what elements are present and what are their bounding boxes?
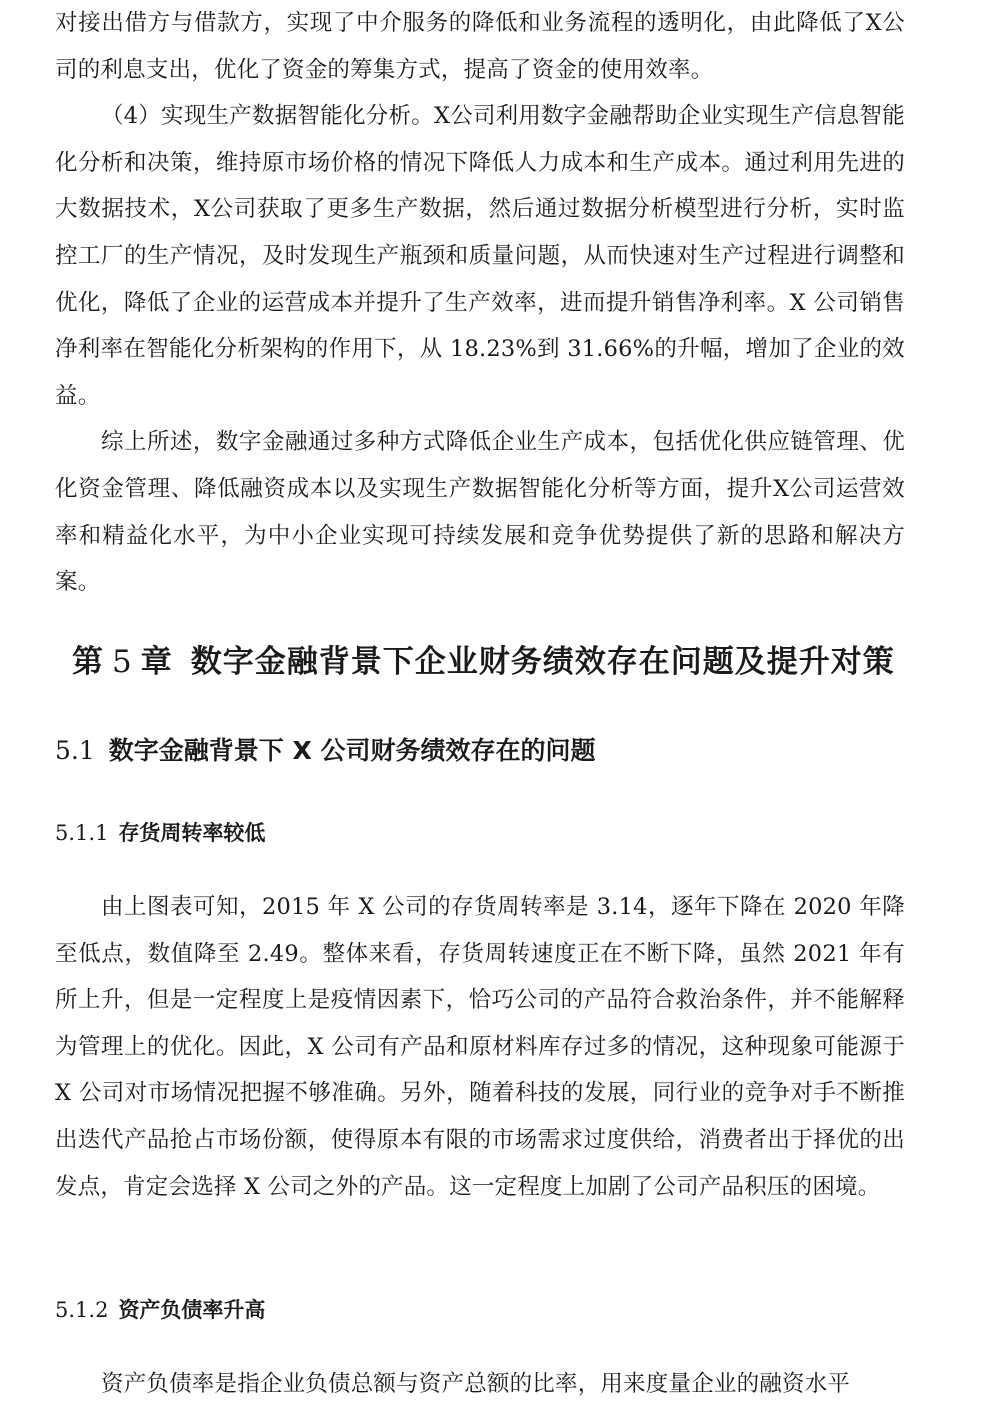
chapter-prefix: 第 <box>72 644 104 680</box>
chapter-number: 5 <box>112 644 133 680</box>
paragraph-inventory: 由上图表可知，2015 年 X 公司的存货周转率是 3.14，逐年下降在 2020 年降至低点，数值降至 2.49。整体来看，存货周转速度正在不断下降，虽然 2021 年有所上升，但是一定程度上是疫情因素下，恰巧公司的产品符合救治条件，并不能解释为管理上的优化。因此，X 公司有产品和原材料库存过多的情况，这种现象可能源于 X 公司对市场情况把握不够准确。另外，随着科技的发展，同行业的竞争对手不断推出迭代产品抢占市场份额，使得原本有限的市场需求过度供给，消费者出于择优的出发点，肯定会选择 X 公司之外的产品。这一定程度上加剧了公司产品积压的困境。 <box>55 894 905 1200</box>
subsection-title: 资产负债率升高 <box>118 1298 266 1322</box>
subsection-number: 5.1.1 <box>55 821 109 845</box>
subsection-heading-debt-ratio <box>55 1294 265 1324</box>
paragraph-debt-ratio: 资产负债率是指企业负债总额与资产总额的比率，用来度量企业的融资水平 <box>101 1371 851 1397</box>
subsection-heading-inventory <box>55 817 265 847</box>
subsection-title: 存货周转率较低 <box>118 821 266 845</box>
paragraph-intro-3: 综上所述，数字金融通过多种方式降低企业生产成本，包括优化供应链管理、优化资金管理、降低融资成本以及实现生产数据智能化分析等方面，提升X公司运营效率和精益化水平，为中小企业实现可持续发展和竞争优势提供了新的思路和解决方案。 <box>55 429 905 596</box>
section-number: 5.1 <box>55 736 95 765</box>
subsection-number: 5.1.2 <box>55 1298 109 1322</box>
section-title: 数字金融背景下 X 公司财务绩效存在的问题 <box>108 736 596 765</box>
debt-ratio-block <box>55 1361 905 1408</box>
paragraph-intro-2: （4）实现生产数据智能化分析。X公司利用数字金融帮助企业实现生产信息智能化分析和决策，维持原市场价格的情况下降低人力成本和生产成本。通过利用先进的大数据技术，X公司获取了更多生产数据，然后通过数据分析模型进行分析，实时监控工厂的生产情况，及时发现生产瓶颈和质量问题，从而快速对生产过程进行调整和优化，降低了企业的运营成本并提升了生产效率，进而提升销售净利率。X 公司销售净利率在智能化分析架构的作用下，从 18.23%到 31.66%的升幅，增加了企业的效益。 <box>55 103 905 409</box>
inventory-block <box>55 884 905 1210</box>
section-heading <box>55 731 595 767</box>
intro-block <box>55 0 905 606</box>
chapter-suffix: 章 <box>140 644 173 680</box>
paragraph-intro-1: 对接出借方与借款方，实现了中介服务的降低和业务流程的透明化，由此降低了X公司的利息支出，优化了资金的筹集方式，提高了资金的使用效率。 <box>55 10 905 83</box>
chapter-heading <box>72 636 895 681</box>
chapter-title: 数字金融背景下企业财务绩效存在问题及提升对策 <box>190 644 895 680</box>
